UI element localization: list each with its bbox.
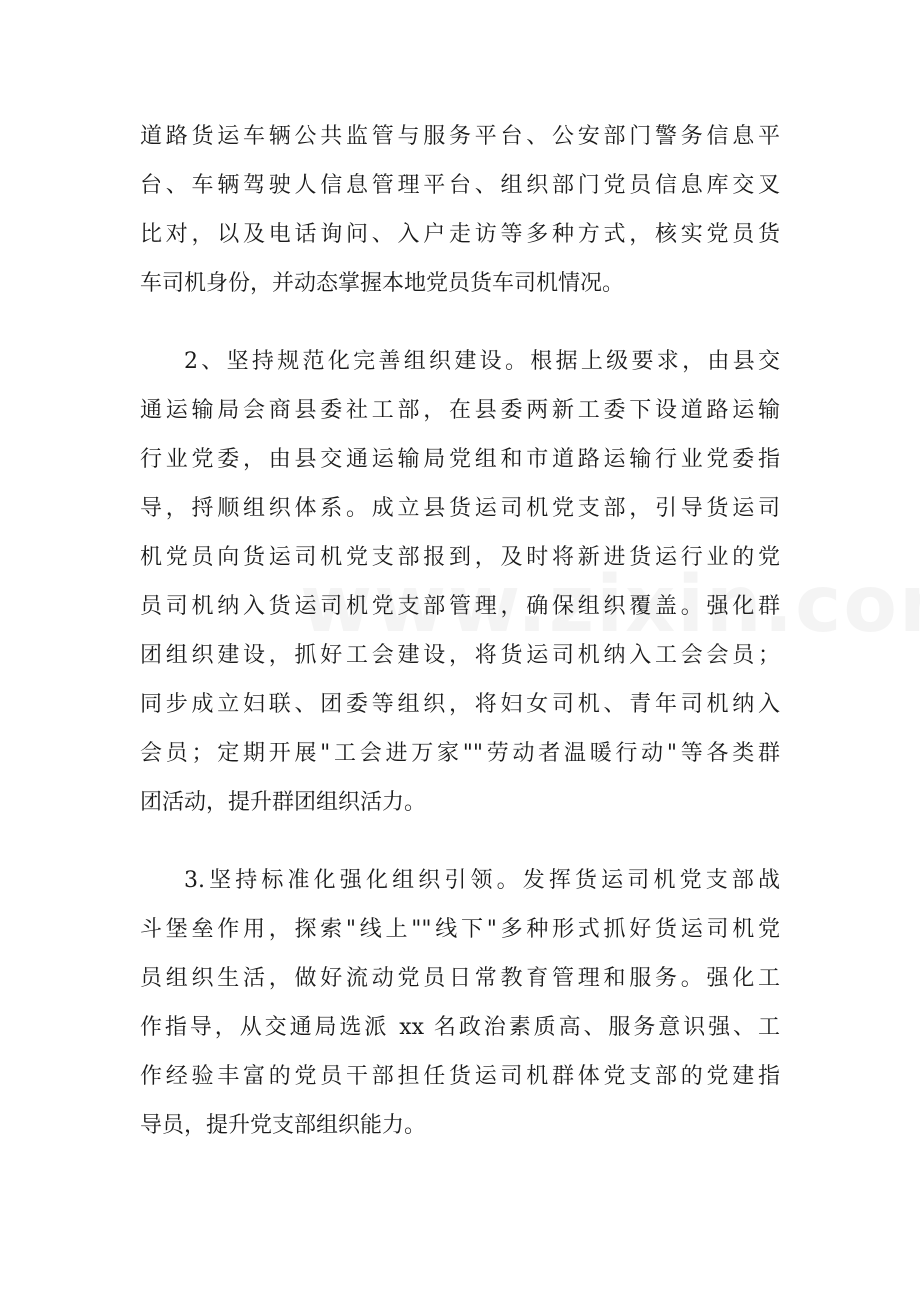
text-line: 比对，以及电话询问、入户走访等多种方式，核实党员货: [140, 222, 780, 247]
text-line: 作经验丰富的党员干部担任货运司机群体党支部的党建指: [140, 1064, 780, 1089]
document-body: [140, 112, 780, 1150]
text-line: 行业党委，由县交通运输局党组和市道路运输行业党委指: [140, 447, 780, 472]
text-line: 团组织建设，抓好工会建设，将货运司机纳入工会会员；: [140, 643, 780, 668]
text-line: 通运输局会商县委社工部，在县委两新工委下设道路运输: [140, 398, 780, 423]
text-line: 机党员向货运司机党支部报到，及时将新进货运行业的党: [140, 545, 780, 570]
paragraph-2: [140, 337, 780, 827]
text-line: 斗堡垒作用，探索"线上""线下"多种形式抓好货运司机党: [140, 917, 780, 942]
text-line: 导，捋顺组织体系。成立县货运司机党支部，引导货运司: [140, 496, 780, 521]
text-line: 员组织生活，做好流动党员日常教育管理和服务。强化工: [140, 966, 780, 991]
text-line: 团活动，提升群团组织活力。: [140, 790, 427, 815]
text-line: 员司机纳入货运司机党支部管理，确保组织覆盖。强化群: [140, 594, 780, 619]
text-line: 车司机身份，并动态掌握本地党员货车司机情况。: [140, 271, 625, 296]
text-line: 2、坚持规范化完善组织建设。根据上级要求，由县交: [184, 349, 780, 374]
paragraph-3: [140, 856, 780, 1150]
text-line: 同步成立妇联、团委等组织，将妇女司机、青年司机纳入: [140, 692, 780, 717]
text-line: 导员，提升党支部组织能力。: [140, 1113, 427, 1138]
text-line: 道路货运车辆公共监管与服务平台、公安部门警务信息平: [140, 124, 780, 149]
paragraph-1: [140, 112, 780, 308]
text-line: 作指导，从交通局选派 xx 名政治素质高、服务意识强、工: [140, 1015, 780, 1040]
text-line: 3.坚持标准化强化组织引领。发挥货运司机党支部战: [184, 868, 780, 893]
text-line: 会员；定期开展"工会进万家""劳动者温暖行动"等各类群: [140, 741, 780, 766]
text-line: 台、车辆驾驶人信息管理平台、组织部门党员信息库交叉: [140, 173, 780, 198]
